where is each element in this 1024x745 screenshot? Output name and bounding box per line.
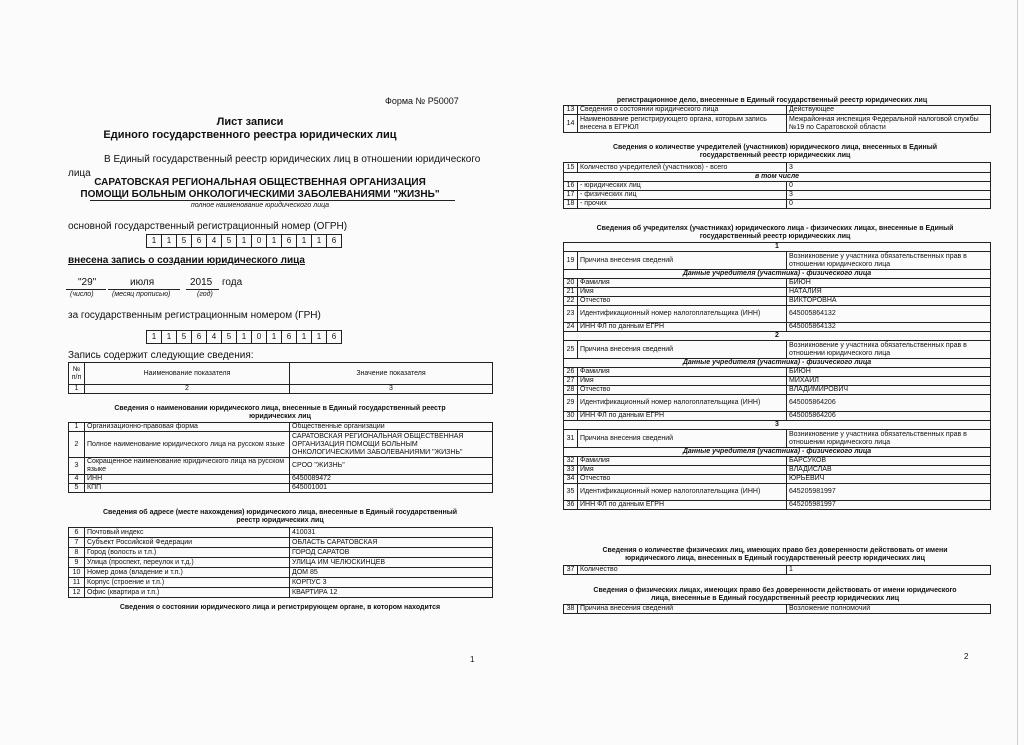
indicator-value: СРОО "ЖИЗНЬ" bbox=[290, 458, 493, 475]
digit-box: 1 bbox=[311, 234, 327, 248]
indicator-name: Причина внесения сведений bbox=[578, 252, 787, 270]
indicator-name: Идентификационный номер налогоплательщика (ИНН) bbox=[578, 484, 787, 501]
indicator-value: 645001001 bbox=[290, 484, 493, 493]
founder-subheader: Данные учредителя (участника) - физического лица bbox=[564, 270, 991, 279]
caption-day: (число) bbox=[70, 291, 94, 298]
table-row bbox=[69, 548, 493, 558]
indicator-value: БИЮН bbox=[787, 368, 991, 377]
table-row bbox=[564, 430, 991, 448]
indicator-value: Возникновение у участника обязательственных прав в отношении юридического лица bbox=[787, 430, 991, 448]
indicator-value: Общественные организации bbox=[290, 423, 493, 432]
indicator-name: Идентификационный номер налогоплательщика (ИНН) bbox=[578, 395, 787, 412]
indicator-name: Имя bbox=[578, 377, 787, 386]
state-table bbox=[563, 105, 991, 133]
row-number: 7 bbox=[69, 538, 85, 548]
digit-box: 4 bbox=[206, 234, 222, 248]
header-num: № п/п bbox=[69, 363, 85, 385]
indicator-name: Количество bbox=[578, 566, 787, 575]
row-number: 31 bbox=[564, 430, 578, 448]
digit-box: 1 bbox=[266, 234, 282, 248]
row-number: 20 bbox=[564, 279, 578, 288]
address-table bbox=[68, 527, 493, 598]
digit-box: 1 bbox=[311, 330, 327, 344]
digit-box: 1 bbox=[296, 234, 312, 248]
indicator-value: ВЛАДИСЛАВ bbox=[787, 466, 991, 475]
founder-index: 3 bbox=[564, 421, 991, 430]
digit-box: 0 bbox=[251, 234, 267, 248]
indicator-name: Офис (квартира и т.п.) bbox=[85, 588, 290, 598]
row-number: 33 bbox=[564, 466, 578, 475]
org-name-line-1: САРАТОВСКАЯ РЕГИОНАЛЬНАЯ ОБЩЕСТВЕННАЯ ОРГАНИЗАЦИЯ bbox=[94, 177, 426, 188]
founder-subheader: Данные учредителя (участника) - физического лица bbox=[564, 448, 991, 457]
entry-made-label: внесена запись о создании юридического лица bbox=[68, 255, 305, 266]
indicator-name: Организационно-правовая форма bbox=[85, 423, 290, 432]
section-proxy-title-1: Сведения о физических лицах, имеющих право без доверенности действовать от имени юридического bbox=[593, 587, 957, 594]
row-number: 24 bbox=[564, 323, 578, 332]
table-row bbox=[564, 457, 991, 466]
indicator-value: Действующее bbox=[787, 106, 991, 115]
contains-label: Запись содержит следующие сведения: bbox=[68, 350, 254, 361]
indicator-value: 3 bbox=[787, 191, 991, 200]
section-state-title: Сведения о состоянии юридического лица и регистрирующем органе, в котором находится bbox=[119, 604, 441, 611]
indicator-name: Идентификационный номер налогоплательщика (ИНН) bbox=[578, 306, 787, 323]
digit-box: 1 bbox=[296, 330, 312, 344]
table-row bbox=[564, 395, 991, 412]
indicator-value: ГОРОД САРАТОВ bbox=[290, 548, 493, 558]
digit-box: 1 bbox=[146, 330, 162, 344]
indicator-name: ИНН bbox=[85, 475, 290, 484]
table-row bbox=[564, 288, 991, 297]
row-number: 23 bbox=[564, 306, 578, 323]
founder-index-row bbox=[564, 332, 991, 341]
indicator-value: 0 bbox=[787, 200, 991, 209]
indicator-value: КВАРТИРА 12 bbox=[290, 588, 493, 598]
row-number: 12 bbox=[69, 588, 85, 598]
digit-box: 1 bbox=[161, 234, 177, 248]
table-row bbox=[564, 297, 991, 306]
indicator-value: УЛИЦА ИМ ЧЕЛЮСКИНЦЕВ bbox=[290, 558, 493, 568]
founder-subheader: Данные учредителя (участника) - физического лица bbox=[564, 359, 991, 368]
founder-index-row bbox=[564, 243, 991, 252]
digit-box: 1 bbox=[266, 330, 282, 344]
count-subheader: в том числе bbox=[564, 173, 991, 182]
table-row bbox=[564, 501, 991, 510]
digit-box: 6 bbox=[191, 330, 207, 344]
page-number-1: 1 bbox=[470, 655, 475, 664]
section-proxy-count-title-2: юридического лица, внесенных в Единый государственный реестр юридических лиц bbox=[625, 555, 925, 562]
row-number: 1 bbox=[69, 423, 85, 432]
table-row bbox=[564, 200, 991, 209]
section-address-title-1: Сведения об адресе (месте нахождения) юридического лица, внесенные в Единый государственный bbox=[102, 509, 458, 516]
digit-box: 6 bbox=[281, 234, 297, 248]
row-number: 25 bbox=[564, 341, 578, 359]
indicator-value: ВЛАДИМИРОВИЧ bbox=[787, 386, 991, 395]
indicator-value: БИЮН bbox=[787, 279, 991, 288]
date-year-word: года bbox=[222, 277, 243, 288]
digit-box: 0 bbox=[251, 330, 267, 344]
indicator-name: Фамилия bbox=[578, 368, 787, 377]
row-number: 29 bbox=[564, 395, 578, 412]
row-number: 8 bbox=[69, 548, 85, 558]
header-table bbox=[68, 362, 493, 394]
digit-box: 5 bbox=[221, 330, 237, 344]
row-number: 2 bbox=[69, 432, 85, 458]
indicator-value: ДОМ 85 bbox=[290, 568, 493, 578]
table-row bbox=[564, 368, 991, 377]
digit-box: 1 bbox=[146, 234, 162, 248]
indicator-name: Причина внесения сведений bbox=[578, 341, 787, 359]
date-day: "29" bbox=[78, 277, 97, 288]
caption-year: (год) bbox=[197, 291, 213, 298]
founders-table bbox=[563, 242, 991, 510]
indicator-name: Причина внесения сведений bbox=[578, 605, 787, 614]
org-name-line-2: ПОМОЩИ БОЛЬНЫМ ОНКОЛОГИЧЕСКИМИ ЗАБОЛЕВАНИЯМИ "ЖИЗНЬ" bbox=[80, 189, 440, 200]
founder-index-row bbox=[564, 421, 991, 430]
founder-index: 2 bbox=[564, 332, 991, 341]
org-name-caption: полное наименование юридического лица bbox=[190, 202, 330, 209]
row-number: 28 bbox=[564, 386, 578, 395]
table-row bbox=[564, 279, 991, 288]
row-number: 6 bbox=[69, 528, 85, 538]
proxy-table bbox=[563, 604, 991, 614]
row-number: 37 bbox=[564, 566, 578, 575]
table-row bbox=[69, 458, 493, 475]
table-row bbox=[69, 538, 493, 548]
indicator-value: САРАТОВСКАЯ РЕГИОНАЛЬНАЯ ОБЩЕСТВЕННАЯ ОРГАНИЗАЦИЯ ПОМОЩИ БОЛЬНЫМ ОНКОЛОГИЧЕСКИМИ ЗАБОЛЕВАНИЯМИ "ЖИЗНЬ" bbox=[290, 432, 493, 458]
row-number: 27 bbox=[564, 377, 578, 386]
indicator-name: Количество учредителей (участников) - всего bbox=[578, 163, 787, 173]
table-row bbox=[564, 163, 991, 173]
digit-box: 6 bbox=[326, 330, 342, 344]
table-row bbox=[69, 558, 493, 568]
indicator-name: Причина внесения сведений bbox=[578, 430, 787, 448]
indicator-name: Сокращенное наименование юридического лица на русском языке bbox=[85, 458, 290, 475]
section-proxy-count-title-1: Сведения о количестве физических лиц, имеющих право без доверенности действовать от имени bbox=[602, 547, 948, 554]
row-number: 32 bbox=[564, 457, 578, 466]
indicator-value: ЮРЬЕВИЧ bbox=[787, 475, 991, 484]
date-month: июля bbox=[130, 277, 155, 288]
header-value: Значение показателя bbox=[290, 363, 493, 385]
table-row bbox=[564, 475, 991, 484]
table-row bbox=[69, 432, 493, 458]
form-number: Форма № Р50007 bbox=[385, 96, 459, 106]
row-number: 35 bbox=[564, 484, 578, 501]
indicator-value: ОБЛАСТЬ САРАТОВСКАЯ bbox=[290, 538, 493, 548]
document-page-2 bbox=[512, 0, 1024, 745]
table-row bbox=[564, 566, 991, 575]
digit-box: 1 bbox=[236, 330, 252, 344]
date-year: 2015 bbox=[190, 277, 213, 288]
section-name-title-2: юридических лиц bbox=[249, 413, 311, 420]
indicator-value: 645005864132 bbox=[787, 323, 991, 332]
table-row bbox=[69, 475, 493, 484]
section-founders-title-2: государственный реестр юридических лиц bbox=[699, 233, 851, 240]
section-count-title-2: государственный реестр юридических лиц bbox=[699, 152, 851, 159]
table-row bbox=[69, 578, 493, 588]
row-number: 14 bbox=[564, 115, 578, 133]
indicator-value: Возникновение у участника обязательственных прав в отношении юридического лица bbox=[787, 252, 991, 270]
table-row bbox=[564, 191, 991, 200]
row-number: 36 bbox=[564, 501, 578, 510]
table-row bbox=[564, 412, 991, 421]
intro-line-2: лица bbox=[68, 168, 91, 179]
digit-box: 5 bbox=[176, 330, 192, 344]
table-row bbox=[564, 341, 991, 359]
indicator-name: Наименование регистрирующего органа, которым запись внесена в ЕГРЮЛ bbox=[578, 115, 787, 133]
row-number: 26 bbox=[564, 368, 578, 377]
indicator-name: - юридических лиц bbox=[578, 182, 787, 191]
indicator-name: - физических лиц bbox=[578, 191, 787, 200]
grn-label: за государственным регистрационным номером (ГРН) bbox=[68, 310, 321, 321]
count-subheader-row bbox=[564, 173, 991, 182]
row-number: 21 bbox=[564, 288, 578, 297]
indicator-value: 0 bbox=[787, 182, 991, 191]
table-row bbox=[69, 588, 493, 598]
indicator-value: Межрайонная инспекция Федеральной налоговой службы №19 по Саратовской области bbox=[787, 115, 991, 133]
table-row bbox=[564, 323, 991, 332]
digit-box: 5 bbox=[176, 234, 192, 248]
founder-subheader-row bbox=[564, 359, 991, 368]
row-number: 18 bbox=[564, 200, 578, 209]
section-name-title-1: Сведения о наименовании юридического лица, внесенные в Единый государственный реестр bbox=[114, 405, 446, 412]
intro-line-1: В Единый государственный реестр юридических лиц в отношении юридического bbox=[104, 154, 481, 165]
table-row bbox=[564, 252, 991, 270]
caption-month: (месяц прописью) bbox=[112, 291, 171, 298]
section-count-title-1: Сведения о количестве учредителей (участников) юридического лица, внесенных в Единый bbox=[612, 144, 938, 151]
row-number: 3 bbox=[69, 458, 85, 475]
indicator-value: 645005864206 bbox=[787, 395, 991, 412]
row-number: 22 bbox=[564, 297, 578, 306]
indicator-value: ВИКТОРОВНА bbox=[787, 297, 991, 306]
table-row bbox=[564, 306, 991, 323]
indicator-value: 6450089472 bbox=[290, 475, 493, 484]
digit-box: 6 bbox=[281, 330, 297, 344]
indicator-value: БАРСУКОВ bbox=[787, 457, 991, 466]
indicator-name: Имя bbox=[578, 466, 787, 475]
row-number: 15 bbox=[564, 163, 578, 173]
indicator-value: 645205981997 bbox=[787, 484, 991, 501]
row-number: 19 bbox=[564, 252, 578, 270]
indicator-name: Субъект Российской Федерации bbox=[85, 538, 290, 548]
digit-box: 1 bbox=[236, 234, 252, 248]
table-row bbox=[564, 484, 991, 501]
indicator-value: Возложение полномочий bbox=[787, 605, 991, 614]
indicator-value: 645005864132 bbox=[787, 306, 991, 323]
indicator-name: ИНН ФЛ по данным ЕГРН bbox=[578, 501, 787, 510]
row-number: 17 bbox=[564, 191, 578, 200]
indicator-value: Возникновение у участника обязательственных прав в отношении юридического лица bbox=[787, 341, 991, 359]
header-col-2: 2 bbox=[85, 385, 290, 394]
table-row bbox=[564, 182, 991, 191]
indicator-name: Номер дома (владение и т.п.) bbox=[85, 568, 290, 578]
header-col-1: 1 bbox=[69, 385, 85, 394]
table-row bbox=[564, 605, 991, 614]
digit-box: 4 bbox=[206, 330, 222, 344]
table-row bbox=[69, 568, 493, 578]
row-number: 13 bbox=[564, 106, 578, 115]
indicator-name: Полное наименование юридического лица на русском языке bbox=[85, 432, 290, 458]
indicator-value: 645005864206 bbox=[787, 412, 991, 421]
table-row bbox=[564, 106, 991, 115]
header-name: Наименование показателя bbox=[85, 363, 290, 385]
indicator-value: КОРПУС 3 bbox=[290, 578, 493, 588]
founder-subheader-row bbox=[564, 448, 991, 457]
row-number: 30 bbox=[564, 412, 578, 421]
section-address-title-2: реестр юридических лиц bbox=[236, 517, 324, 524]
digit-box: 1 bbox=[161, 330, 177, 344]
row-number: 11 bbox=[69, 578, 85, 588]
digit-box: 6 bbox=[326, 234, 342, 248]
title-line-2: Единого государственного реестра юридических лиц bbox=[103, 129, 397, 141]
indicator-name: Отчество bbox=[578, 475, 787, 484]
table-row bbox=[69, 423, 493, 432]
indicator-name: ИНН ФЛ по данным ЕГРН bbox=[578, 323, 787, 332]
section-founders-title-1: Сведения об учредителях (участниках) юридического лица - физических лицах, внесенные в Единый bbox=[596, 225, 954, 232]
count-table bbox=[563, 162, 991, 209]
digit-box: 5 bbox=[221, 234, 237, 248]
indicator-value: 3 bbox=[787, 163, 991, 173]
indicator-value: 410031 bbox=[290, 528, 493, 538]
indicator-name: Отчество bbox=[578, 386, 787, 395]
row-number: 10 bbox=[69, 568, 85, 578]
indicator-value: НАТАЛИЯ bbox=[787, 288, 991, 297]
title-line-1: Лист записи bbox=[216, 116, 284, 128]
indicator-value: МИХАИЛ bbox=[787, 377, 991, 386]
row-number: 4 bbox=[69, 475, 85, 484]
ogrn-digit-boxes bbox=[147, 234, 342, 248]
indicator-value: 645205981997 bbox=[787, 501, 991, 510]
table-row bbox=[564, 377, 991, 386]
founder-subheader-row bbox=[564, 270, 991, 279]
founder-index: 1 bbox=[564, 243, 991, 252]
indicator-name: Отчество bbox=[578, 297, 787, 306]
row-number: 38 bbox=[564, 605, 578, 614]
cont-title: регистрационное дело, внесенные в Единый государственный реестр юридических лиц bbox=[616, 97, 928, 104]
row-number: 16 bbox=[564, 182, 578, 191]
name-table bbox=[68, 422, 493, 493]
table-row bbox=[564, 466, 991, 475]
ogrn-label: основной государственный регистрационный номер (ОГРН) bbox=[68, 221, 348, 232]
row-number: 9 bbox=[69, 558, 85, 568]
indicator-name: - прочих bbox=[578, 200, 787, 209]
digit-box: 6 bbox=[191, 234, 207, 248]
indicator-name: Улица (проспект, переулок и т.д.) bbox=[85, 558, 290, 568]
grn-digit-boxes bbox=[147, 330, 342, 344]
scan-edge bbox=[1017, 0, 1018, 745]
header-col-3: 3 bbox=[290, 385, 493, 394]
table-row bbox=[564, 386, 991, 395]
indicator-name: Фамилия bbox=[578, 279, 787, 288]
indicator-name: Фамилия bbox=[578, 457, 787, 466]
table-row bbox=[69, 528, 493, 538]
section-proxy-title-2: лица, внесенные в Единый государственный реестр юридических лиц bbox=[650, 595, 900, 602]
indicator-name: Город (волость и т.п.) bbox=[85, 548, 290, 558]
table-row bbox=[564, 115, 991, 133]
indicator-name: Корпус (строение и т.п.) bbox=[85, 578, 290, 588]
indicator-name: ИНН ФЛ по данным ЕГРН bbox=[578, 412, 787, 421]
indicator-name: КПП bbox=[85, 484, 290, 493]
table-row bbox=[69, 484, 493, 493]
proxy-count-table bbox=[563, 565, 991, 575]
indicator-name: Сведения о состоянии юридического лица bbox=[578, 106, 787, 115]
row-number: 34 bbox=[564, 475, 578, 484]
page-number-2: 2 bbox=[964, 652, 969, 661]
indicator-name: Почтовый индекс bbox=[85, 528, 290, 538]
indicator-value: 1 bbox=[787, 566, 991, 575]
row-number: 5 bbox=[69, 484, 85, 493]
indicator-name: Имя bbox=[578, 288, 787, 297]
